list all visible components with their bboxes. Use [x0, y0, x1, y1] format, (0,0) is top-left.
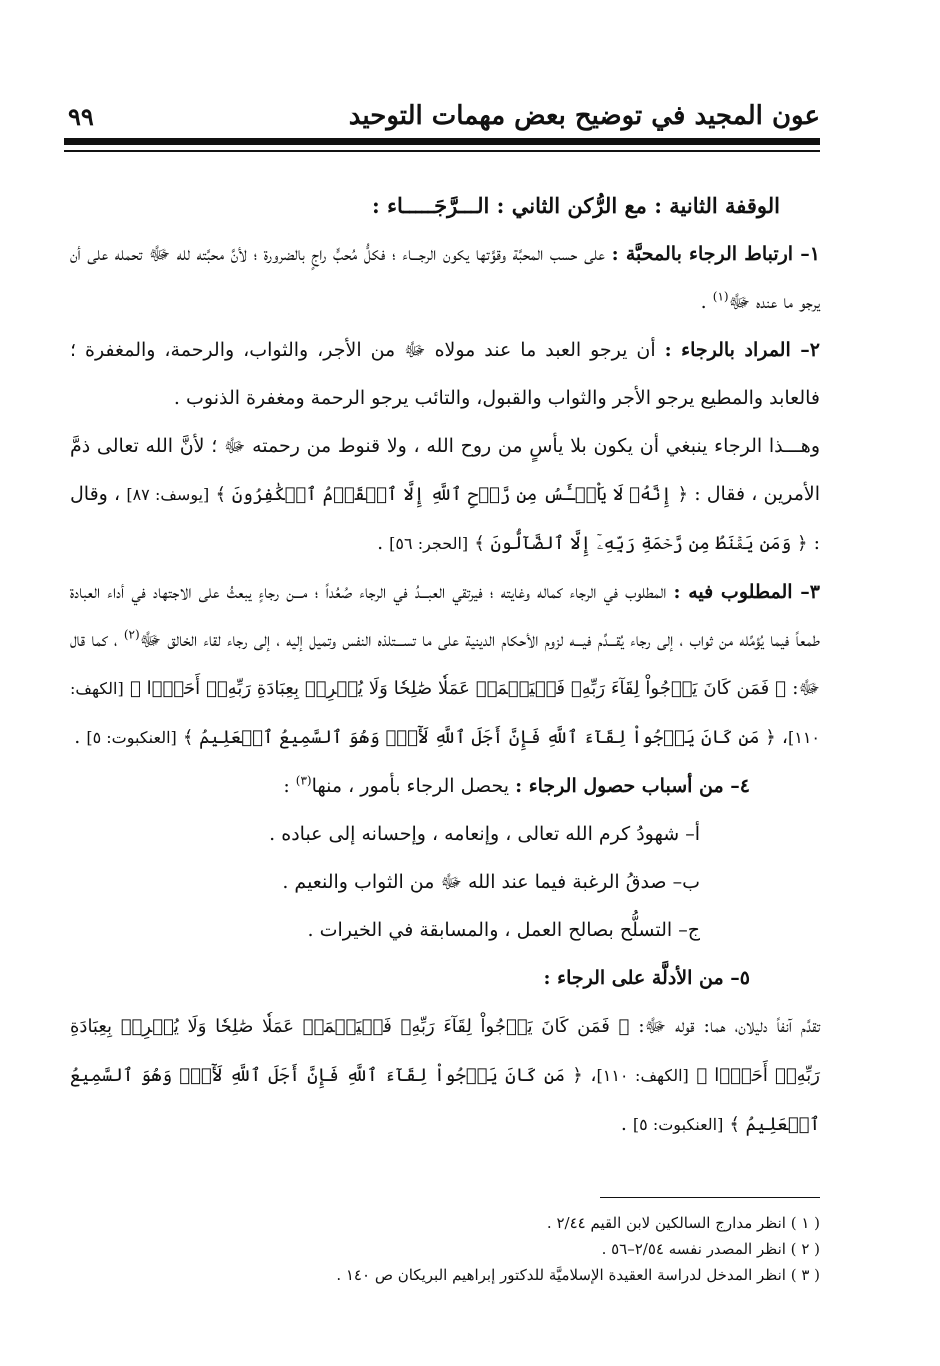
running-header	[68, 96, 820, 136]
verse-citation-kahf: [الكهف: ١١٠]	[70, 679, 820, 747]
paragraph-5-intro: تقدَّم آنفاً دليلان، هما: قوله ﷻ:	[638, 1015, 820, 1037]
main-text	[70, 182, 820, 1149]
paragraph-5-text	[70, 1002, 820, 1149]
footnote-2: ( ٢ ) انظر المصدر نفسه ٢/٥٤–٥٦ .	[601, 1240, 820, 1258]
paragraph-2-cont	[70, 422, 820, 568]
quran-verse-ankabut: ﴿ مَن كَانَ يَرۡجُواْ لِقَآءَ ٱللَّهِ فَإِنَّ أَجَلَ ٱللَّهِ لَأٓتٖۚ وَهُوَ ٱلسَّمِيعُ ٱلۡعَلِيمُ ﴾	[182, 727, 776, 748]
verse-citation-yusuf: [يوسف: ٨٧]	[126, 485, 210, 504]
footnote-3: ( ٣ ) انظر المدخل لدراسة العقيدة الإسلاميَّة للدكتور إبراهيم البريكان ص ١٤٠ .	[336, 1266, 820, 1284]
list-item: ب– صدقُ الرغبة فيما عند الله ﷻ من الثواب والنعيم .	[282, 871, 700, 893]
paragraph-3-text: المطلوب في الرجاء كماله وغايته ؛ فيرتقي العبـــدُ في الرجاء صُعُداً ؛ مـــن رجاءٍ يبعثُ على الاجتهاد في أداء العبادة طمعاً فيما يُؤمِّله من ثواب ، إلى رجاء يُقـــدِّم فيـــه لزوم الأحكام الدينية على ما تســـتلذه النفس وتميل إليه ، إلى رجاء لقاء الخالق ﷻ	[70, 581, 820, 651]
paragraph-2-text-2: وهـــذا الرجاء ينبغي أن يكون بلا يأسٍ من روح الله ، ولا قنوط من رحمته ﷻ ؛ لأنَّ الله تعالى ذمَّ الأمرين ، فقال :	[70, 435, 821, 505]
paragraph-1	[70, 230, 820, 326]
verse-separator: ،	[781, 726, 788, 748]
verse-citation-ankabut-2: [العنكبوت: ٥]	[632, 1115, 724, 1134]
book-title: عون المجيد في توضيح بعض مهمات التوحيد	[348, 101, 820, 131]
footnote-ref-3: (٣)	[295, 773, 312, 788]
list-item: أ– شهودُ كرم الله تعالى ، وإنعامه ، وإحسانه إلى عباده .	[269, 823, 700, 845]
paragraph-3-label: ٣– المطلوب فيه :	[673, 581, 820, 603]
header-rule-thin	[64, 150, 820, 152]
paragraph-4-end: :	[283, 775, 296, 797]
paragraph-4	[70, 762, 750, 810]
section-title: الوقفة الثانية : مع الرُّكن الثاني : الـــرَّجَـــــاء :	[372, 193, 780, 218]
footnote-ref-1: (١)	[712, 289, 729, 304]
paragraph-1-end: .	[700, 291, 713, 313]
header-rule-thick	[64, 138, 820, 145]
paragraph-2-end: .	[377, 532, 390, 554]
paragraph-1-text: على حسب المحبَّة وقوَّتها يكون الرجـــاء ؛ فكلُّ مُحبٍّ راجٍ بالضرورة ؛ لأنَّ محبَّته لله ﷻ تحمله على أن يرجو ما عنده ﷻ	[70, 243, 820, 313]
list-item: ج– التسلُّح بصالح العمل ، والمسابقة في الخيرات .	[307, 919, 700, 941]
paragraph-3-text-2: ، كما قال ﷻ:	[70, 629, 820, 699]
quran-verse-yusuf: ﴿ إِنَّهُۥ لَا يَاْيۡـَٔسُ مِن رَّوۡحِ ٱللَّهِ إِلَّا ٱلۡقَوۡمُ ٱلۡكَٰفِرُونَ ﴾	[215, 484, 689, 505]
quran-verse-ankabut-2: ﴿ مَن كَانَ يَرۡجُواْ لِقَآءَ ٱللَّهِ فَإِنَّ أَجَلَ ٱللَّهِ لَأٓتٖۚ وَهُوَ ٱلسَّمِيعُ ٱلۡعَلِيمُ ﴾	[70, 1065, 820, 1135]
footnote-1: ( ١ ) انظر مدارج السالكين لابن القيم ٢/٤٤ .	[546, 1214, 820, 1232]
footnote-separator	[600, 1197, 820, 1198]
paragraph-2-said: ، وقال :	[70, 483, 820, 554]
paragraph-5-end: .	[620, 1113, 633, 1135]
paragraph-3-end: .	[74, 726, 87, 748]
paragraph-2-label: ٢– المراد بالرجاء :	[664, 339, 820, 361]
footnotes	[70, 1210, 820, 1288]
footnote-ref-2: (٢)	[123, 627, 140, 642]
quran-verse-hijr: ﴿ وَمَن يَقۡنَطُ مِن رَّحۡمَةِ رَبِّهِۦٓ إِلَّا ٱلضَّآلُّونَ ﴾	[474, 533, 808, 554]
verse-separator-2: ،	[590, 1064, 597, 1086]
paragraph-5-label: ٥– من الأدلَّة على الرجاء :	[543, 967, 750, 989]
paragraph-4-label: ٤– من أسباب حصول الرجاء :	[515, 775, 750, 797]
page-number: ٩٩	[68, 101, 94, 131]
paragraph-3	[70, 568, 820, 762]
verse-citation-ankabut: [العنكبوت: ٥]	[86, 728, 177, 747]
paragraph-5	[70, 954, 750, 1002]
verse-citation-hijr: [الحجر: ٥٦]	[389, 534, 469, 553]
paragraph-2-text: أن يرجو العبد ما عند مولاه ﷻ من الأجر، والثواب، والرحمة، والمغفرة ؛ فالعابد والمطيع يرجو الأجر والثواب والقبول، والتائب يرجو الرحمة ومغفرة الذنوب .	[70, 339, 820, 409]
paragraph-4-text: يحصل الرجاء بأمور ، منها	[311, 775, 510, 797]
quran-verse-kahf-2: ﴿ فَمَن كَانَ يَرۡجُواْ لِقَآءَ رَبِّهِۦ فَلۡيَعۡمَلۡ عَمَلٗا صَٰلِحٗا وَلَا يُشۡرِكۡ بِعِبَادَةِ رَبِّهِۦٓ أَحَدَۢا ﴾	[70, 1016, 820, 1086]
paragraph-2	[70, 326, 820, 422]
verse-citation-kahf-2: [الكهف: ١١٠]	[596, 1066, 689, 1085]
paragraph-1-label: ١– ارتباط الرجاء بالمحبَّة :	[611, 243, 820, 265]
quran-verse-kahf: ﴿ فَمَن كَانَ يَرۡجُواْ لِقَآءَ رَبِّهِۦ فَلۡيَعۡمَلۡ عَمَلٗا صَٰلِحٗا وَلَا يُشۡرِكۡ بِعِبَادَةِ رَبِّهِۦٓ أَحَدَۢا ﴾	[129, 678, 786, 699]
